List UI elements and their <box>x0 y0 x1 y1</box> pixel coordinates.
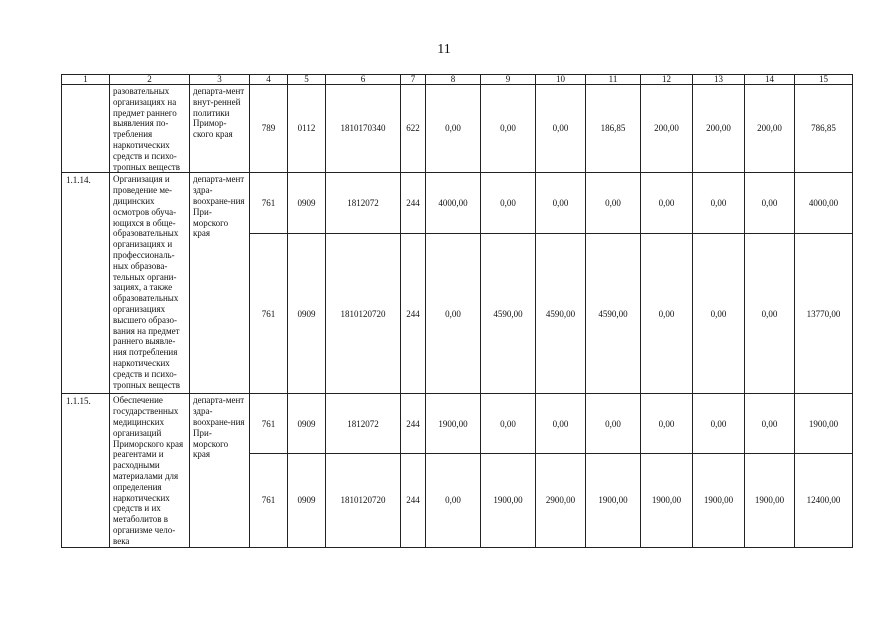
table-row <box>62 173 853 234</box>
table-cell: 0,00 <box>693 234 745 394</box>
budget-table <box>61 74 853 548</box>
table-cell: 1900,00 <box>745 454 795 547</box>
table-cell: 1900,00 <box>586 454 641 547</box>
col-header: 11 <box>586 75 641 85</box>
table-cell: 1900,00 <box>481 454 536 547</box>
table-cell: 0,00 <box>745 173 795 234</box>
table-cell: 0,00 <box>536 173 586 234</box>
table-cell: 1812072 <box>326 173 401 234</box>
table-cell: 2900,00 <box>536 454 586 547</box>
table-cell: 244 <box>401 454 426 547</box>
table-cell: 0,00 <box>693 173 745 234</box>
table-cell: 244 <box>401 234 426 394</box>
row-name: разовательных организациях на предмет раннего выявления по-требления наркотических средств и психо-тропных веществ <box>110 85 190 173</box>
table-cell: 0,00 <box>641 173 693 234</box>
row-dept: департа-мент здра-воохране-ния При-морского края <box>190 394 250 547</box>
table-cell: 1900,00 <box>795 394 853 454</box>
table-row <box>62 85 853 173</box>
col-header: 14 <box>745 75 795 85</box>
row-code: 1.1.14. <box>62 173 110 394</box>
table-row <box>62 394 853 454</box>
table-cell: 244 <box>401 173 426 234</box>
table-cell: 0,00 <box>481 85 536 173</box>
table-cell: 0,00 <box>481 394 536 454</box>
table-cell: 4590,00 <box>481 234 536 394</box>
table-cell: 789 <box>250 85 288 173</box>
table-cell: 1900,00 <box>693 454 745 547</box>
col-header: 3 <box>190 75 250 85</box>
row-name: Обеспечение государственных медицинских организаций Приморского края реагентами и расходными материалами для определения наркотических средств и их метаболитов в организме чело-века <box>110 394 190 547</box>
col-header: 1 <box>62 75 110 85</box>
col-header: 8 <box>426 75 481 85</box>
col-header: 2 <box>110 75 190 85</box>
table-cell: 0,00 <box>426 85 481 173</box>
page-number: 11 <box>437 42 451 57</box>
row-dept: департа-мент здра-воохране-ния При-морского края <box>190 173 250 394</box>
table-cell: 0,00 <box>426 454 481 547</box>
table-cell: 200,00 <box>745 85 795 173</box>
table-cell: 0,00 <box>586 173 641 234</box>
col-header: 12 <box>641 75 693 85</box>
row-code <box>62 85 110 173</box>
table-cell: 0,00 <box>693 394 745 454</box>
table-cell: 4590,00 <box>536 234 586 394</box>
row-code: 1.1.15. <box>62 394 110 547</box>
table-cell: 622 <box>401 85 426 173</box>
table-cell: 200,00 <box>693 85 745 173</box>
table-cell: 1900,00 <box>426 394 481 454</box>
table-cell: 1810170340 <box>326 85 401 173</box>
table-cell: 186,85 <box>586 85 641 173</box>
col-header: 6 <box>326 75 401 85</box>
table-cell: 0,00 <box>745 234 795 394</box>
table-cell: 0,00 <box>536 85 586 173</box>
table-cell: 761 <box>250 454 288 547</box>
table-cell: 0,00 <box>481 173 536 234</box>
table-cell: 12400,00 <box>795 454 853 547</box>
table-cell: 4000,00 <box>795 173 853 234</box>
table-cell: 786,85 <box>795 85 853 173</box>
table-cell: 0,00 <box>641 234 693 394</box>
table-cell: 4000,00 <box>426 173 481 234</box>
col-header: 15 <box>795 75 853 85</box>
table-cell: 0,00 <box>641 394 693 454</box>
table-cell: 0,00 <box>536 394 586 454</box>
table-cell: 1900,00 <box>641 454 693 547</box>
table-cell: 4590,00 <box>586 234 641 394</box>
table-cell: 0,00 <box>586 394 641 454</box>
table-cell: 0909 <box>288 173 326 234</box>
table-cell: 761 <box>250 173 288 234</box>
table-cell: 761 <box>250 234 288 394</box>
table-cell: 200,00 <box>641 85 693 173</box>
table-cell: 0,00 <box>426 234 481 394</box>
col-header: 10 <box>536 75 586 85</box>
table-cell: 0,00 <box>745 394 795 454</box>
row-dept: департа-мент внут-ренней политики Примор-ского края <box>190 85 250 173</box>
table-cell: 1812072 <box>326 394 401 454</box>
table-cell: 0909 <box>288 234 326 394</box>
table-cell: 1810120720 <box>326 454 401 547</box>
table-cell: 1810120720 <box>326 234 401 394</box>
table-cell: 13770,00 <box>795 234 853 394</box>
table-cell: 0909 <box>288 394 326 454</box>
table-cell: 761 <box>250 394 288 454</box>
row-name: Организация и проведение ме-дицинских осмотров обуча-ющихся в обще-образовательных организациях и профессиональ-ных образова-тельных органи-зациях, а также образовательных организациях высшего образо-вания на предмет раннего выявле-ния потребления наркотических средств и психо-тропных веществ <box>110 173 190 394</box>
col-header: 9 <box>481 75 536 85</box>
col-header: 5 <box>288 75 326 85</box>
col-header: 13 <box>693 75 745 85</box>
col-header: 7 <box>401 75 426 85</box>
table-cell: 244 <box>401 394 426 454</box>
header-row <box>62 75 853 85</box>
table-cell: 0112 <box>288 85 326 173</box>
table-cell: 0909 <box>288 454 326 547</box>
col-header: 4 <box>250 75 288 85</box>
